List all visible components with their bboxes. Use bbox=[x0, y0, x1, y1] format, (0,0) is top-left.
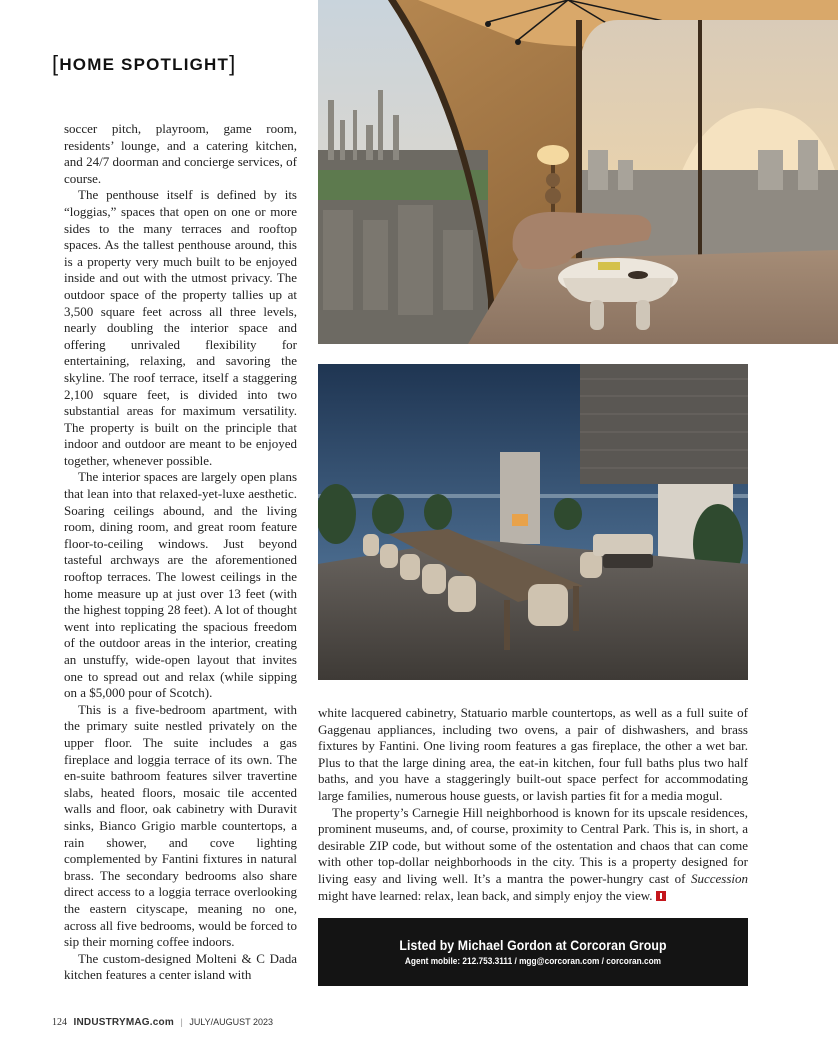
paragraph: This is a five-bedroom apartment, with the primary suite nestled privately on the upper floor. The suite includes a gas fireplace and loggia terrace of its own. The en-suite bathroom features silver travertine slabs, heated floors, mosaic tile accented walls and floor, oak cabinetry with Duravit sinks, Bianco Grigio marble countertops, a rain shower, and cove lighting complemented by Fantini fixtures in natural brass. The secondary bedrooms also share direct access to a loggia terrace overlooking the eastern cityscape, meaning no one, across all five bedrooms, would be forced to sip their morning coffee indoors. bbox=[64, 701, 297, 950]
paragraph-closing-tail: might have learned: relax, lean back, and simply enjoy the view. bbox=[318, 887, 653, 903]
page-number: 124 bbox=[52, 1017, 67, 1028]
photo-penthouse-loggia bbox=[318, 0, 838, 344]
listing-box bbox=[318, 918, 748, 986]
photo-rooftop-terrace-image bbox=[318, 364, 748, 680]
photo-rooftop-terrace bbox=[318, 364, 748, 680]
article-column-right bbox=[318, 705, 748, 904]
paragraph-closing bbox=[318, 805, 748, 905]
show-title: Succession bbox=[690, 870, 748, 886]
paragraph: white lacquered cabinetry, Statuario marble countertops, as well as a full suite of Gaggenau appliances, including two ovens, a pair of dishwashers, and brass fixtures by Fantini. One living room features a gas fireplace, the other a wet bar. Plus to that the large dining area, the eat-in kitchen, four full baths plus two half baths, and you have a staggeringly built-out space perfect for accommodating large families, numerous house guests, or lavish parties fit for a media mogul. bbox=[318, 705, 748, 803]
article-column-left bbox=[64, 121, 297, 984]
paragraph: soccer pitch, playroom, game room, residents’ lounge, and a catering kitchen, and 24/7 doorman and concierge services, of course. bbox=[64, 121, 297, 186]
issue-date: JULY/AUGUST 2023 bbox=[189, 1017, 274, 1027]
section-tag-label: HOME SPOTLIGHT bbox=[59, 55, 230, 74]
paragraph: The custom-designed Molteni & C Dada kitchen features a center island with bbox=[64, 950, 297, 983]
footer-separator: | bbox=[180, 1017, 183, 1027]
bracket-left: [ bbox=[52, 51, 60, 76]
end-mark-icon bbox=[656, 891, 666, 901]
page-footer bbox=[52, 1017, 273, 1028]
listing-contact: Agent mobile: 212.753.3111 / mgg@corcoran.com / corcoran.com bbox=[404, 956, 662, 966]
paragraph: The penthouse itself is defined by its “loggias,” spaces that open on one or more sides to the many terraces and rooftop spaces. As the tallest penthouse around, this is a property very much built to be enjoyed inside and out with the utmost privacy. The outdoor space of the property tallies up at 3,500 square feet across all three levels, nearly doubling the interior space and offering unrivaled flexibility for entertaining, relaxing, and savoring the skyline. The roof terrace, itself a staggering 2,100 square feet, is divided into two substantial areas for maximum versatility. The property is built on the principle that indoor and outdoor are meant to be enjoyed together, whenever possible. bbox=[64, 187, 297, 468]
bracket-right: ] bbox=[229, 51, 237, 76]
paragraph: The interior spaces are largely open plans that lean into that relaxed-yet-luxe aesthetic. Soaring ceilings abound, and the living room, dining room, and great room feature floor-to-ceiling windows. Just beyond tasteful archways are the aforementioned rooftop terraces. The lowest ceilings in the home measure up at just over 13 feet (with the highest topping 28 feet). A lot of thought went into replicating the spacious freedom of the outdoor areas in the interior, creating an unstuffy, wide-open layout that invites one to spread out and relax (while sipping on a $5,000 pour of Scotch). bbox=[64, 469, 297, 701]
photo-penthouse-loggia-image bbox=[318, 0, 838, 344]
magazine-brand: INDUSTRYMAG.com bbox=[73, 1017, 174, 1028]
paragraph-closing-text: The property’s Carnegie Hill neighborhood is known for its upscale residences, prominent museums, and, of course, proximity to Central Park. This is, in short, a desirable ZIP code, but without some of the ostentation and chaos that can come with other top-dollar neighborhoods in the city. This is a property designed for living easy and living well. It’s a mantra the power-hungry cast of bbox=[318, 804, 748, 886]
listing-title: Listed by Michael Gordon at Corcoran Group bbox=[399, 937, 667, 953]
section-tag bbox=[52, 50, 236, 76]
